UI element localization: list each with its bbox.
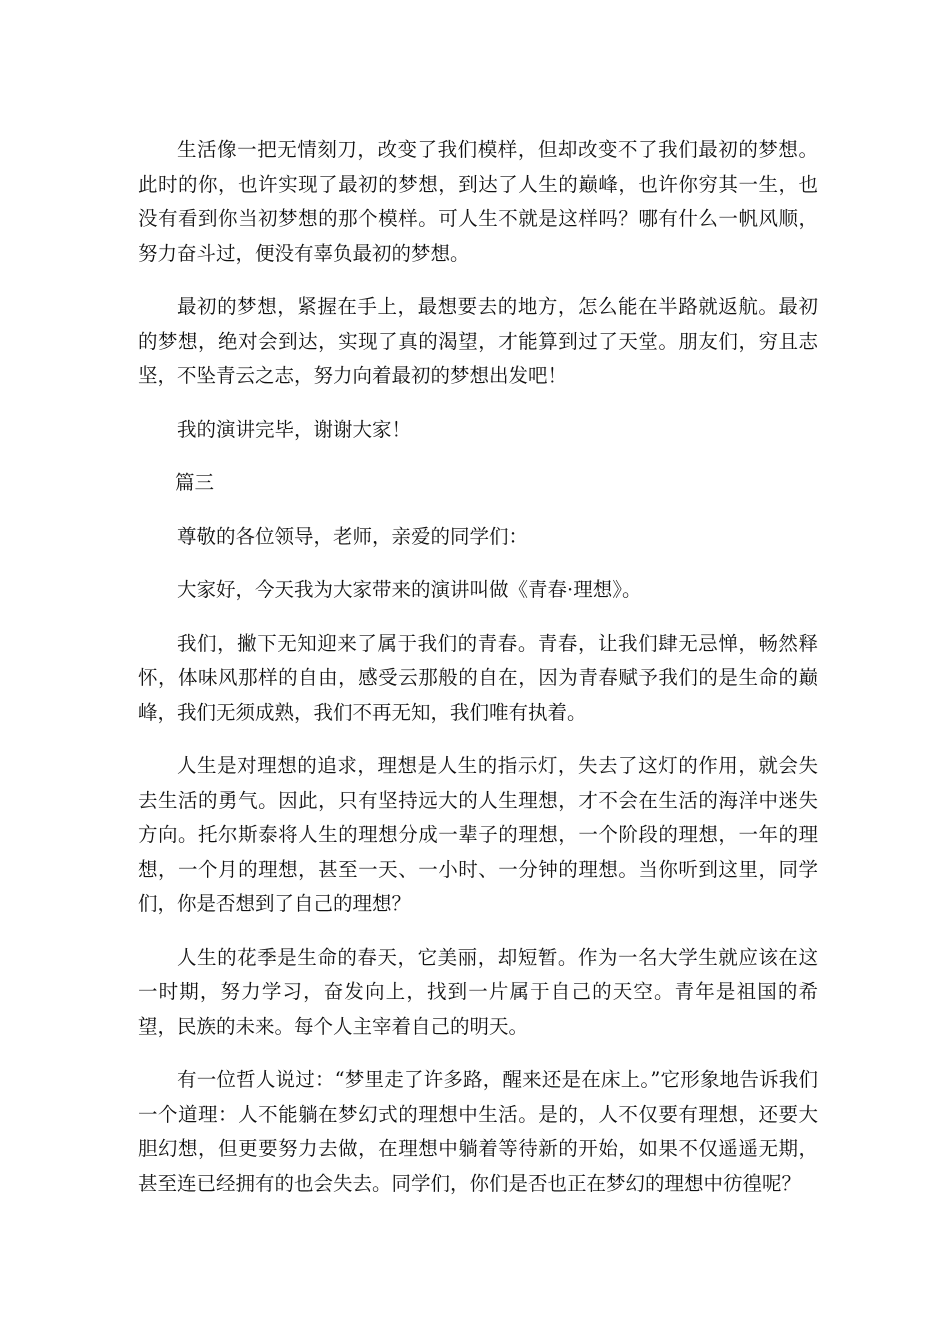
- paragraph: 人生是对理想的追求，理想是人生的指示灯，失去了这灯的作用，就会失去生活的勇气。因此，只有坚持远大的人生理想，才不会在生活的海洋中迷失方向。托尔斯泰将人生的理想分成一辈子的理想，一个阶段的理想，一年的理想，一个月的理想，甚至一天、一小时、一分钟的理想。当你听到这里，同学们，你是否想到了自己的理想？: [138, 754, 818, 915]
- paragraph: 最初的梦想，紧握在手上，最想要去的地方，怎么能在半路就返航。最初的梦想，绝对会到达，实现了真的渴望，才能算到过了天堂。朋友们，穷且志坚，不坠青云之志，努力向着最初的梦想出发吧！: [138, 295, 818, 387]
- paragraph: 生活像一把无情刻刀，改变了我们模样，但却改变不了我们最初的梦想。此时的你，也许实现了最初的梦想，到达了人生的巅峰，也许你穷其一生，也没有看到你当初梦想的那个模样。可人生不就是这样吗？哪有什么一帆风顺，努力奋斗过，便没有辜负最初的梦想。: [138, 138, 818, 265]
- paragraph: 有一位哲人说过：“梦里走了许多路，醒来还是在床上。”它形象地告诉我们一个道理：人不能躺在梦幻式的理想中生活。是的，人不仅要有理想，还要大胆幻想，但更要努力去做，在理想中躺着等待新的开始，如果不仅遥遥无期，甚至连已经拥有的也会失去。同学们，你们是否也正在梦幻的理想中彷徨呢？: [138, 1068, 818, 1195]
- salutation: 尊敬的各位领导，老师，亲爱的同学们：: [177, 524, 529, 548]
- paragraph: 人生的花季是生命的春天，它美丽，却短暂。作为一名大学生就应该在这一时期，努力学习，奋发向上，找到一片属于自己的天空。青年是祖国的希望，民族的未来。每个人主宰着自己的明天。: [138, 945, 818, 1038]
- section-heading: 篇三: [175, 471, 215, 494]
- document-body: [138, 133, 818, 1220]
- paragraph: 我们，撇下无知迎来了属于我们的青春。青春，让我们肆无忌惮，畅然释怀，体味风那样的自由，感受云那般的自在，因为青春赋予我们的是生命的巅峰，我们无须成熟，我们不再无知，我们唯有执着。: [138, 631, 818, 724]
- paragraph: 大家好，今天我为大家带来的演讲叫做《青春·理想》。: [177, 578, 642, 601]
- paragraph: 我的演讲完毕，谢谢大家！: [177, 417, 412, 441]
